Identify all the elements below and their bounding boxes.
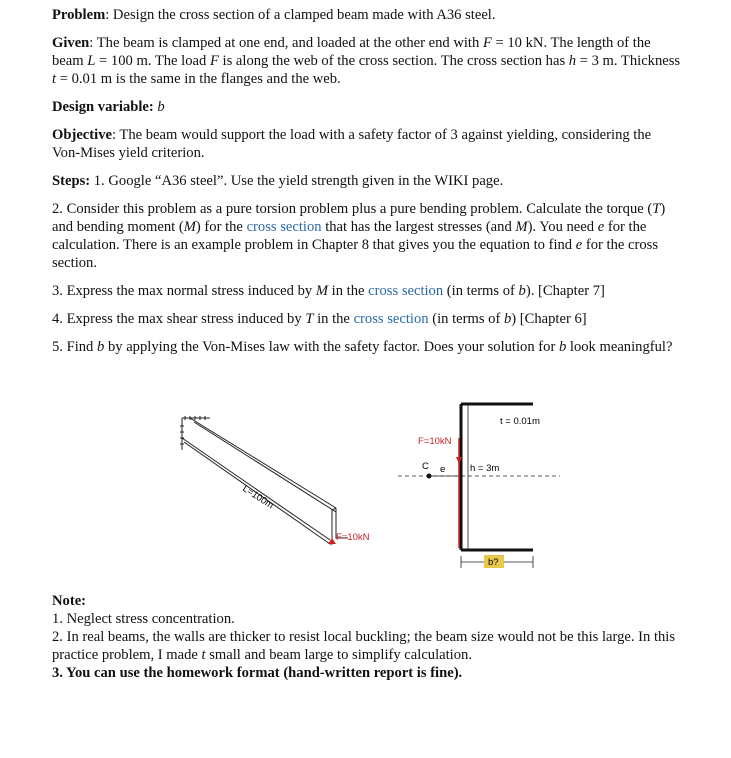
design-variable-sep: : — [148, 99, 158, 115]
beam-length-label: L=100m — [240, 483, 276, 512]
step-text: in the — [328, 283, 369, 299]
var-e: e — [575, 237, 583, 253]
objective-text: : The beam would support the load with a safety factor of 3 against yielding, considering the Von-Mises yield criterion. — [52, 127, 652, 161]
given-text: : The beam is clamped at one end, and loaded at the other end with — [89, 35, 483, 51]
step-5 — [52, 338, 682, 356]
step-text: by applying the Von-Mises law with the safety factor. Does your solution for — [104, 339, 559, 355]
cross-section-link[interactable]: cross section — [353, 311, 429, 327]
note-2-text: 2. In real beams, the walls are thicker to resist local buckling; the beam size would not be this large. In this practice problem, I made — [52, 629, 676, 663]
beam-diagram — [170, 398, 570, 573]
h-label: h = 3m — [470, 463, 500, 474]
step-text: 3. Express the max normal stress induced by — [52, 283, 316, 299]
c-label: C — [422, 461, 429, 472]
b-label: b? — [488, 557, 499, 568]
problem-label: Problem — [52, 7, 106, 23]
note-3: 3. You can use the homework format (hand-written report is fine). — [52, 665, 463, 681]
var-l: L — [87, 53, 96, 69]
var-f: F — [209, 53, 219, 69]
step-1-text: 1. Google “A36 steel”. Use the yield strength given in the WIKI page. — [90, 173, 504, 189]
cross-section-link[interactable]: cross section — [246, 219, 322, 235]
step-4 — [52, 310, 682, 328]
step-text: ) for the — [195, 219, 247, 235]
step-text: ) and bending moment ( — [52, 201, 666, 235]
cross-section-link[interactable]: cross section — [368, 283, 444, 299]
step-2 — [52, 200, 682, 272]
step-1 — [52, 172, 682, 190]
step-3 — [52, 282, 682, 300]
objective-paragraph — [52, 126, 682, 162]
step-text: ). You need — [527, 219, 598, 235]
step-text: (in terms of — [443, 283, 519, 299]
step-text: for the calculation. There is an example problem in Chapter 8 that gives you the equation to find — [52, 219, 647, 253]
given-text: = 10 kN. The length of the beam — [52, 35, 651, 69]
problem-text: : Design the cross section of a clamped beam made with A36 steel. — [105, 7, 496, 23]
step-text: ) [Chapter 6] — [511, 311, 587, 327]
note-title: Note: — [52, 593, 87, 609]
given-text: = 0.01 m is the same in the flanges and the web. — [56, 71, 341, 87]
var-b: b — [97, 339, 105, 355]
step-text: 2. Consider this problem as a pure torsion problem plus a pure bending problem. Calculate the torque ( — [52, 201, 653, 217]
step-text: for the cross section. — [52, 237, 659, 271]
var-e: e — [597, 219, 605, 235]
design-variable-label: Design variable — [52, 99, 149, 115]
var-b: b — [518, 283, 526, 299]
note-section — [52, 592, 682, 682]
var-t: T — [305, 311, 314, 327]
note-1: 1. Neglect stress concentration. — [52, 611, 235, 627]
var-h: h — [568, 53, 577, 69]
var-t: t — [201, 647, 206, 663]
document-body — [52, 6, 682, 366]
beam-figure — [170, 398, 570, 573]
note-2-text: small and beam large to simplify calculation. — [205, 647, 472, 663]
given-text: = 3 m. Thickness — [576, 53, 681, 69]
steps-label: Steps: — [52, 173, 91, 189]
objective-label: Objective — [52, 127, 112, 143]
e-label: e — [440, 464, 446, 475]
step-text: (in terms of — [428, 311, 504, 327]
given-paragraph — [52, 34, 682, 88]
step-text: in the — [313, 311, 354, 327]
given-label: Given — [52, 35, 90, 51]
step-text: ). [Chapter 7] — [525, 283, 605, 299]
step-text: look meaningful? — [566, 339, 673, 355]
design-variable-value: b — [157, 99, 165, 115]
t-label: t = 0.01m — [500, 416, 540, 427]
var-b: b — [503, 311, 512, 327]
var-m: M — [515, 219, 528, 235]
shear-center-point — [427, 474, 432, 479]
var-f: F — [482, 35, 492, 51]
beam-load-label: F=10kN — [336, 532, 370, 543]
problem-paragraph — [52, 6, 682, 24]
step-text: 4. Express the max shear stress induced by — [52, 311, 306, 327]
step-text: that has the largest stresses (and — [321, 219, 516, 235]
clamped-beam — [180, 416, 348, 544]
var-b: b — [558, 339, 567, 355]
cross-section — [398, 404, 560, 568]
design-variable-paragraph — [52, 98, 682, 116]
step-text: 5. Find — [52, 339, 98, 355]
var-t: t — [52, 71, 57, 87]
section-load-label: F=10kN — [418, 436, 452, 447]
var-m: M — [183, 219, 196, 235]
var-t: T — [652, 201, 661, 217]
note-2 — [52, 628, 682, 664]
given-text: = 100 m. The load — [95, 53, 210, 69]
var-m: M — [315, 283, 329, 299]
given-text: is along the web of the cross section. The cross section has — [218, 53, 569, 69]
